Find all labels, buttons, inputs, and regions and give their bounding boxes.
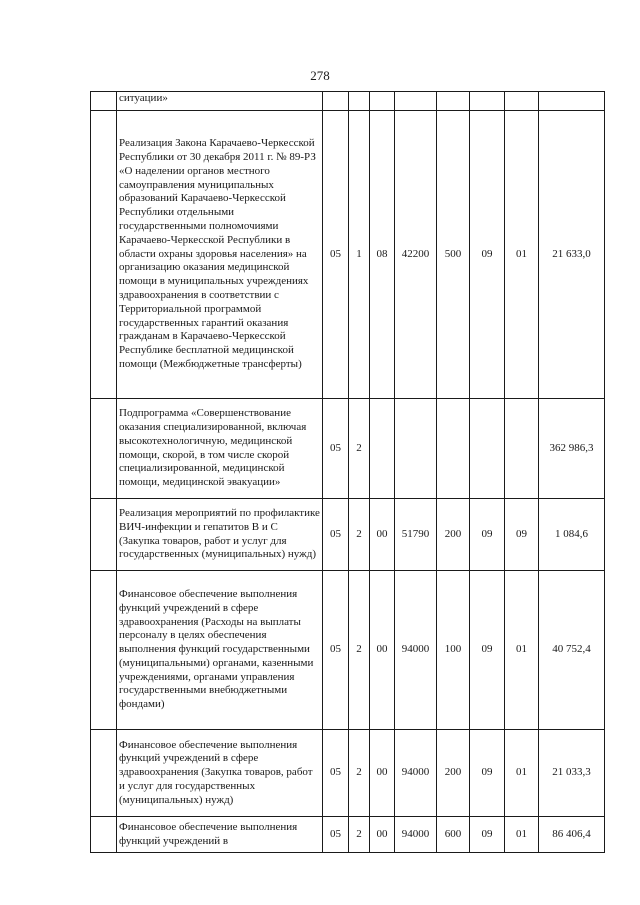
blank-cell [91, 817, 117, 853]
table-row [91, 730, 605, 817]
code-cell: 01 [505, 730, 539, 817]
code-cell: 2 [349, 399, 370, 499]
code-cell [370, 92, 395, 111]
code-cell: 05 [323, 399, 349, 499]
code-cell: 00 [370, 499, 395, 571]
code-cell: 2 [349, 730, 370, 817]
budget-table [90, 91, 605, 853]
code-cell [395, 399, 437, 499]
amount-cell: 40 752,4 [539, 571, 605, 730]
amount-cell: 21 633,0 [539, 111, 605, 399]
row-description: Подпрограмма «Совершенствование оказания специализированной, включая высокотехнологичную, медицинской помощи, скорой, в том числе скорой специализированной, медицинской помощи, медицинской эвакуации» [117, 399, 323, 499]
amount-cell: 21 033,3 [539, 730, 605, 817]
amount-cell: 86 406,4 [539, 817, 605, 853]
code-cell [437, 92, 470, 111]
code-cell [437, 399, 470, 499]
blank-cell [91, 571, 117, 730]
code-cell: 94000 [395, 730, 437, 817]
code-cell: 200 [437, 730, 470, 817]
code-cell [370, 399, 395, 499]
row-description: Реализация мероприятий по профилактике ВИЧ-инфекции и гепатитов В и С (Закупка товаров, работ и услуг для государственных (муниципальных) нужд) [117, 499, 323, 571]
code-cell: 600 [437, 817, 470, 853]
amount-cell [539, 92, 605, 111]
blank-cell [91, 499, 117, 571]
table-row [91, 499, 605, 571]
code-cell: 2 [349, 817, 370, 853]
code-cell [505, 399, 539, 499]
code-cell: 00 [370, 571, 395, 730]
row-description: ситуации» [117, 92, 323, 111]
code-cell: 09 [470, 730, 505, 817]
code-cell: 05 [323, 111, 349, 399]
row-description: Реализация Закона Карачаево-Черкесской Республики от 30 декабря 2011 г. № 89-РЗ «О наделении органов местного самоуправления муниципальных образований Карачаево-Черкесской Республики отдельными государственными полномочиями Карачаево-Черкесской Республики в области охраны здоровья населения» на организацию оказания медицинской помощи в муниципальных учреждениях здравоохранения в соответствии с Территориальной программой государственных гарантий оказания гражданам в Карачаево-Черкесской Республике бесплатной медицинской помощи (Межбюджетные трансферты) [117, 111, 323, 399]
code-cell: 00 [370, 817, 395, 853]
code-cell: 05 [323, 499, 349, 571]
code-cell: 05 [323, 571, 349, 730]
code-cell: 2 [349, 499, 370, 571]
code-cell [470, 92, 505, 111]
code-cell: 51790 [395, 499, 437, 571]
code-cell [323, 92, 349, 111]
table-row [91, 571, 605, 730]
code-cell: 1 [349, 111, 370, 399]
table-row [91, 399, 605, 499]
table-row [91, 92, 605, 111]
code-cell: 94000 [395, 571, 437, 730]
code-cell: 05 [323, 730, 349, 817]
row-description: Финансовое обеспечение выполнения функций учреждений в сфере здравоохранения (Закупка товаров, работ и услуг для государственных (муниципальных) нужд) [117, 730, 323, 817]
code-cell: 09 [470, 111, 505, 399]
code-cell: 08 [370, 111, 395, 399]
code-cell [349, 92, 370, 111]
row-description: Финансовое обеспечение выполнения функций учреждений в сфере здравоохранения (Расходы на выплаты персоналу в целях обеспечения выполнения функций государственными (муниципальными) органами, казенными учреждениями, органами управления государственными внебюджетными фондами) [117, 571, 323, 730]
code-cell: 09 [470, 571, 505, 730]
code-cell: 09 [470, 499, 505, 571]
table-row [91, 817, 605, 853]
blank-cell [91, 730, 117, 817]
code-cell: 100 [437, 571, 470, 730]
code-cell: 01 [505, 817, 539, 853]
blank-cell [91, 92, 117, 111]
code-cell: 94000 [395, 817, 437, 853]
blank-cell [91, 111, 117, 399]
code-cell: 09 [505, 499, 539, 571]
code-cell: 200 [437, 499, 470, 571]
code-cell [395, 92, 437, 111]
code-cell: 09 [470, 817, 505, 853]
code-cell: 2 [349, 571, 370, 730]
amount-cell: 1 084,6 [539, 499, 605, 571]
code-cell: 42200 [395, 111, 437, 399]
page-number: 278 [310, 68, 330, 83]
table-row [91, 111, 605, 399]
blank-cell [91, 399, 117, 499]
code-cell: 05 [323, 817, 349, 853]
code-cell: 00 [370, 730, 395, 817]
row-description: Финансовое обеспечение выполнения функций учреждений в [117, 817, 323, 853]
code-cell: 500 [437, 111, 470, 399]
code-cell: 01 [505, 111, 539, 399]
code-cell: 01 [505, 571, 539, 730]
code-cell [505, 92, 539, 111]
amount-cell: 362 986,3 [539, 399, 605, 499]
code-cell [470, 399, 505, 499]
